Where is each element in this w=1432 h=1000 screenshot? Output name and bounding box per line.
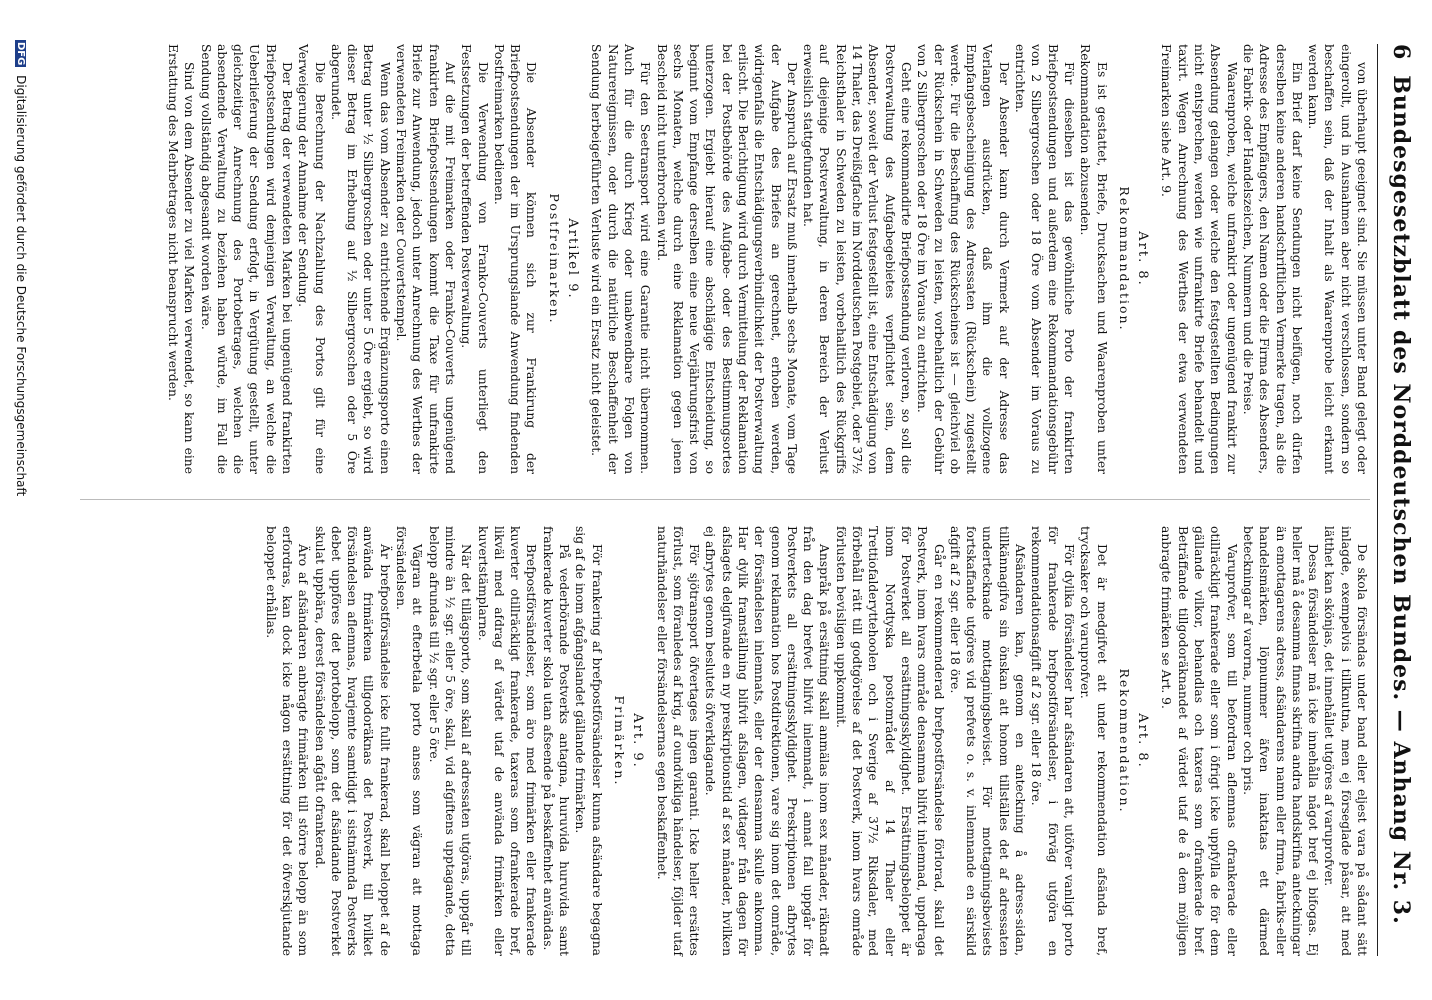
paragraph: För dylika försändelser har afsändaren att, utöfver vanligt porto för frankerade brefpostförsändelser, i förväg utgöra en rekommendationsafgift af 2 sgr. eller 18 öre.	[1029, 526, 1076, 956]
paragraph: När det tillägsporto, som skall af adressaten utgöras, uppgår till mindre än ½ sgr. eller 5 öre, skall, vid afgiftens upptagande, detta belopp afrundas till ½ sgr. eller 5 öre.	[426, 526, 474, 956]
paragraph: Varuprofver, som till befordran aflemnas ofrankerade eller otillräckligt frankerade eller som i öfrigt icke uppfylla de för dem gällande vilkor, behandlas och taxeras som ofrankerade bref. Beträffande tillgodoräknandet af värdet utaf de å dem möjligen anbragte frimärken se Art. 9.	[1159, 526, 1239, 956]
header-rule	[1377, 44, 1378, 956]
footer-credit: Digitalisierung gefördert durch die Deutsche Forschungsgemeinschaft	[14, 75, 28, 497]
paragraph: Afsändaren kan, genom en anteckning å adress-sidan, tillkännagifva sin önskan att honom tillställes det af adressaten undertecknade mottagningsbeviset. För mottagningsbevisets fortskaffande utgöres vid prefvets o. s. v. inlemnande en särskild afgift af 2 sgr. eller 18 öre.	[947, 526, 1028, 956]
page-number: 6	[1388, 44, 1414, 60]
paragraph: von überhaupt geeignet sind. Sie müssen unter Band gelegt oder eingerollt, und in Ausnahmen aber nicht verschlossen, sondern so beschaffen sein, daß der Inhalt als Waarenprobe leicht erkannt werden kann.	[1306, 44, 1369, 474]
swedish-column	[262, 526, 1370, 956]
article-subheading: Rekommandation.	[1116, 186, 1132, 332]
paragraph: Die Verwendung von Franko-Couverts unterliegt den Festsetzungen der betreffenden Postverwaltung.	[459, 44, 490, 474]
article-heading: Art. 8.	[1135, 231, 1151, 287]
paragraph: Der Absender kann durch Vermerk auf der Adresse das Verlangen ausdrücken, daß ihm die vollzogene Empfangsbescheinigung des Adressaten (Rückschein) zugestellt werde. Für die Beschaffung des Rückscheines ist — gleichviel ob der Rückschein in Schweden zu leisten, vorbehaltlich der Gebühr von 2 Silbergroschen oder 18 Öre im Voraus zu entrichten.	[915, 44, 1011, 474]
page-title: Bundesgesetzblatt des Norddeutschen Bundes. — Anhang Nr. 3.	[1388, 75, 1414, 925]
paragraph: Waarenproben, welche unfrankirt oder ungenügend frankirt zur Absendung gelangen oder welche den festgestellten Bedingungen nicht entsprechen, werden wie unfrankirte Briefe behandelt und taxirt. Wegen Anrechnung des Werthes der etwa verwendeten Freimarken siehe Art. 9.	[1159, 44, 1239, 474]
paragraph: Auf die mit Freimarken oder Franko-Couverts ungenügend frankirten Briefpostsendungen kommt die Taxe für unfrankirte Briefe zur Anwendung, jedoch unter Anrechnung des Werthes der verwendeten Freimarken oder Couvertstempel.	[394, 44, 457, 474]
dfg-logo: DFG	[15, 42, 26, 66]
paragraph: Der Anspruch auf Ersatz muß innerhalb sechs Monate, vom Tage der Aufgabe des Briefes an gerechnet, erhoben werden, widrigenfalls die Entschädigungsverbindlichkeit der Postverwaltung erlischt. Die Berichtigung wird durch Vermittelung der Reklamation bei der Postbehörde des Aufgabe- oder des Bestimmungsortes unterzogen. Ergiebt hierauf eine abschlägige Entscheidung, so beginnt vom Empfange derselben eine neue Verjährungsfrist von sechs Monaten, welche durch eine Reklamation gegen jenen Bescheid nicht unterbrochen wird.	[654, 44, 799, 474]
paragraph: Der Betrag der verwendeten Marken bei ungenügend frankirten Briefpostsendungen wird demjenigen Verwaltung, an welche die Ueberlieferung der Sendung erfolgt, in Vergütung gestellt, unter gleichzeitiger Anrechnung des Portobetrages, welchen die absendende Verwaltung zu beziehen haben würde, im Fall die Sendung vollständig abgesandt worden wäre.	[198, 44, 294, 474]
article-subheading: Postfreimarken.	[546, 193, 562, 325]
paragraph: Es ist gestattet, Briefe, Drucksachen und Waarenproben unter Rekommandation abzusenden.	[1078, 44, 1109, 474]
paragraph: Är brefpostförsändelse icke fullt frankerad, skall beloppet af de använda frimärkena tillgodoräknas det Postverk, till hvilket försändelsen aflemnas, hvarjemte samtidigt i sistnämnda Postverks debet uppföres det portobelopp, som det afsändande Postverket skulat uppbära, derest försändelsen afgått ofrankerad.	[312, 526, 392, 956]
paragraph: Für den Seetransport wird eine Garantie nicht übernommen. Auch für die durch Krieg oder unabwendbare Folgen von Naturereignissen, oder durch die natürliche Beschaffenheit der Sendung herbeigeführten Verluste wird ein Ersatz nicht geleistet.	[589, 44, 653, 474]
paragraph: Brefpostförsändelser, som äro med frimärken eller frankerade kuverter otillräckligt frankerade, taxeras som ofrankerade bref, likväl med afdrag af värdet utaf de använda frimärken eller kuvertstämplarne.	[475, 526, 539, 956]
paragraph: Die Berechnung der Nachzahlung des Portos gilt für eine Verweigerung der Annahme der Sendung.	[296, 44, 327, 474]
page-header	[1384, 44, 1414, 956]
paragraph: Geht eine rekommandirte Briefpostsendung verloren, so soll die Postverwaltung des Aufgabegebietes verpflichtet sein, dem Absender, soweit der Verlust festgestellt ist, eine Entschädigung von 14 Thaler, das Dreißigfache im Norddeutschen Postgebiet, oder 37½ Reichsthaler in Schweden zu leisten, vorbehaltlich des Rückgriffs auf diejenige Postverwaltung, in deren Bereich der Verlust erweislich stattgefunden hat.	[801, 44, 913, 474]
paragraph: Für dieselben ist das gewöhnliche Porto der frankirten Briefpostsendungen und außerdem eine Rekommandationsgebühr von 2 Silbergroschen oder 18 Öre vom Absender im Voraus zu entrichten.	[1013, 44, 1076, 474]
paragraph: Wenn das vom Absender zu entrichtende Ergänzungsporto einen Betrag unter ½ Silbergroschen oder unter 5 Öre ergiebt, so wird dieser Betrag im Erhebung auf ½ Silbergroschen oder 5 Öre abgerundet.	[328, 44, 392, 474]
paragraph: För frankering af brefpostförsändelser kunna afsändare begagna sig af de inom afgångslandet gällande frimärken.	[573, 526, 604, 956]
article-subheading: Rekommendation.	[1116, 668, 1132, 814]
paragraph: På vederbörande Postverks antagna, huruvida huruvida samt frankerade kuverter skola utan afseende på beskaffenhet användas.	[540, 526, 572, 956]
column-divider	[80, 499, 1370, 500]
paragraph: Vägran att efterbetala porto anses som vägran att mottaga försändelsen.	[394, 526, 425, 956]
paragraph: Dessa försändelser må icke innehålla något bref ej bifogas. Ej heller må å desamma finnas skrifna andra handskrifna anteckningar än emottagarens adress, afsändarens namn eller firma, fabriks-eller handelsmärken, löpnummer äfven inaktatas ett därmed beteckningar af varorna, nummer och pris.	[1240, 526, 1321, 956]
article-subheading: Frimärken.	[611, 695, 627, 787]
article-heading: Art. 8.	[1135, 713, 1151, 769]
paragraph: Det är medgifvet att under rekommendation afsända bref, trycksaker och varuprofver.	[1078, 526, 1109, 956]
german-column	[165, 44, 1370, 474]
paragraph: Ein Brief darf keine Sendungen nicht beifügen, noch dürfen derselben keine anderen handschriftlichen Vermerke tragen, als die Adresse des Empfängers, den Namen oder die Firma des Absenders, die Fabrik- oder Handelszeichen, Nummern und die Preise.	[1240, 44, 1304, 474]
article-heading: Art. 9.	[630, 713, 646, 769]
digitization-footer	[14, 40, 28, 960]
paragraph: De skola försändas under band eller eljest vara på sådant sätt inlagde, exempelvis i tillknutna, men ej förseglade påsar, att med lätthet kan skönjas, det innehållet utgöres af varuprofver.	[1322, 526, 1369, 956]
paragraph: Äro af afsändaren anbragte frimärken till större belopp än som erfordras, kan dock icke någon ersättning för det öfverskjutande beloppet erhållas.	[263, 526, 311, 956]
paragraph: Die Absender können sich zur Frankirung der Briefpostsendungen der im Ursprungslande Anwendung findenden Postfreimarken bedienen.	[491, 44, 539, 474]
paragraph: Sind von dem Absender zu viel Marken verwendet, so kann eine Erstattung des Mehrbetrages nicht beansprucht werden.	[165, 44, 197, 474]
article-heading: Artikel 9.	[565, 218, 581, 300]
paragraph: Anspråk på ersättning skall anmälas inom sex månader, räknadt från den dag brefvet blifvit inlemnadt, i annat fall uppgår för Postverkets all ersättningsskyldighet. Preskriptionen afbrytes genom reklamation hos Postdirektionen, vare sig inom det område, der försändelsen inlemnats, eller der densamma skulle ankomma. Har dylik framställning blifvit afslagen, vidtager från dagen för afslagets delgifvande en ny preskriptionstid af sex månader, hvilken ej afbrytes genom beslutets öfverklagande.	[703, 526, 832, 956]
paragraph: Går en rekommenderad brefpostförsändelse förlorad, skall det Postverk, inom hvars område densamma blifvit inlemnad, uppdraga för Postverket all ersättningsskyldighet. Ersättningsbeloppet är inom Nordtyska postområdet af 14 Thaler eller Trettiofalderyttehoolen och i Sverige af 37½ Riksdaler, med förbehåll rätt till godtgörelse af det Postverk, inom hvars område förlusten bevisligen uppkommit.	[833, 526, 946, 956]
paragraph: För sjötransport öfvertages ingen garanti. Icke heller ersättes förlust, som föranledes af krig, af oundvikliga händelser, föjlder utaf naturhändelser eller försändelsernas egen beskaffenhet.	[654, 526, 702, 956]
